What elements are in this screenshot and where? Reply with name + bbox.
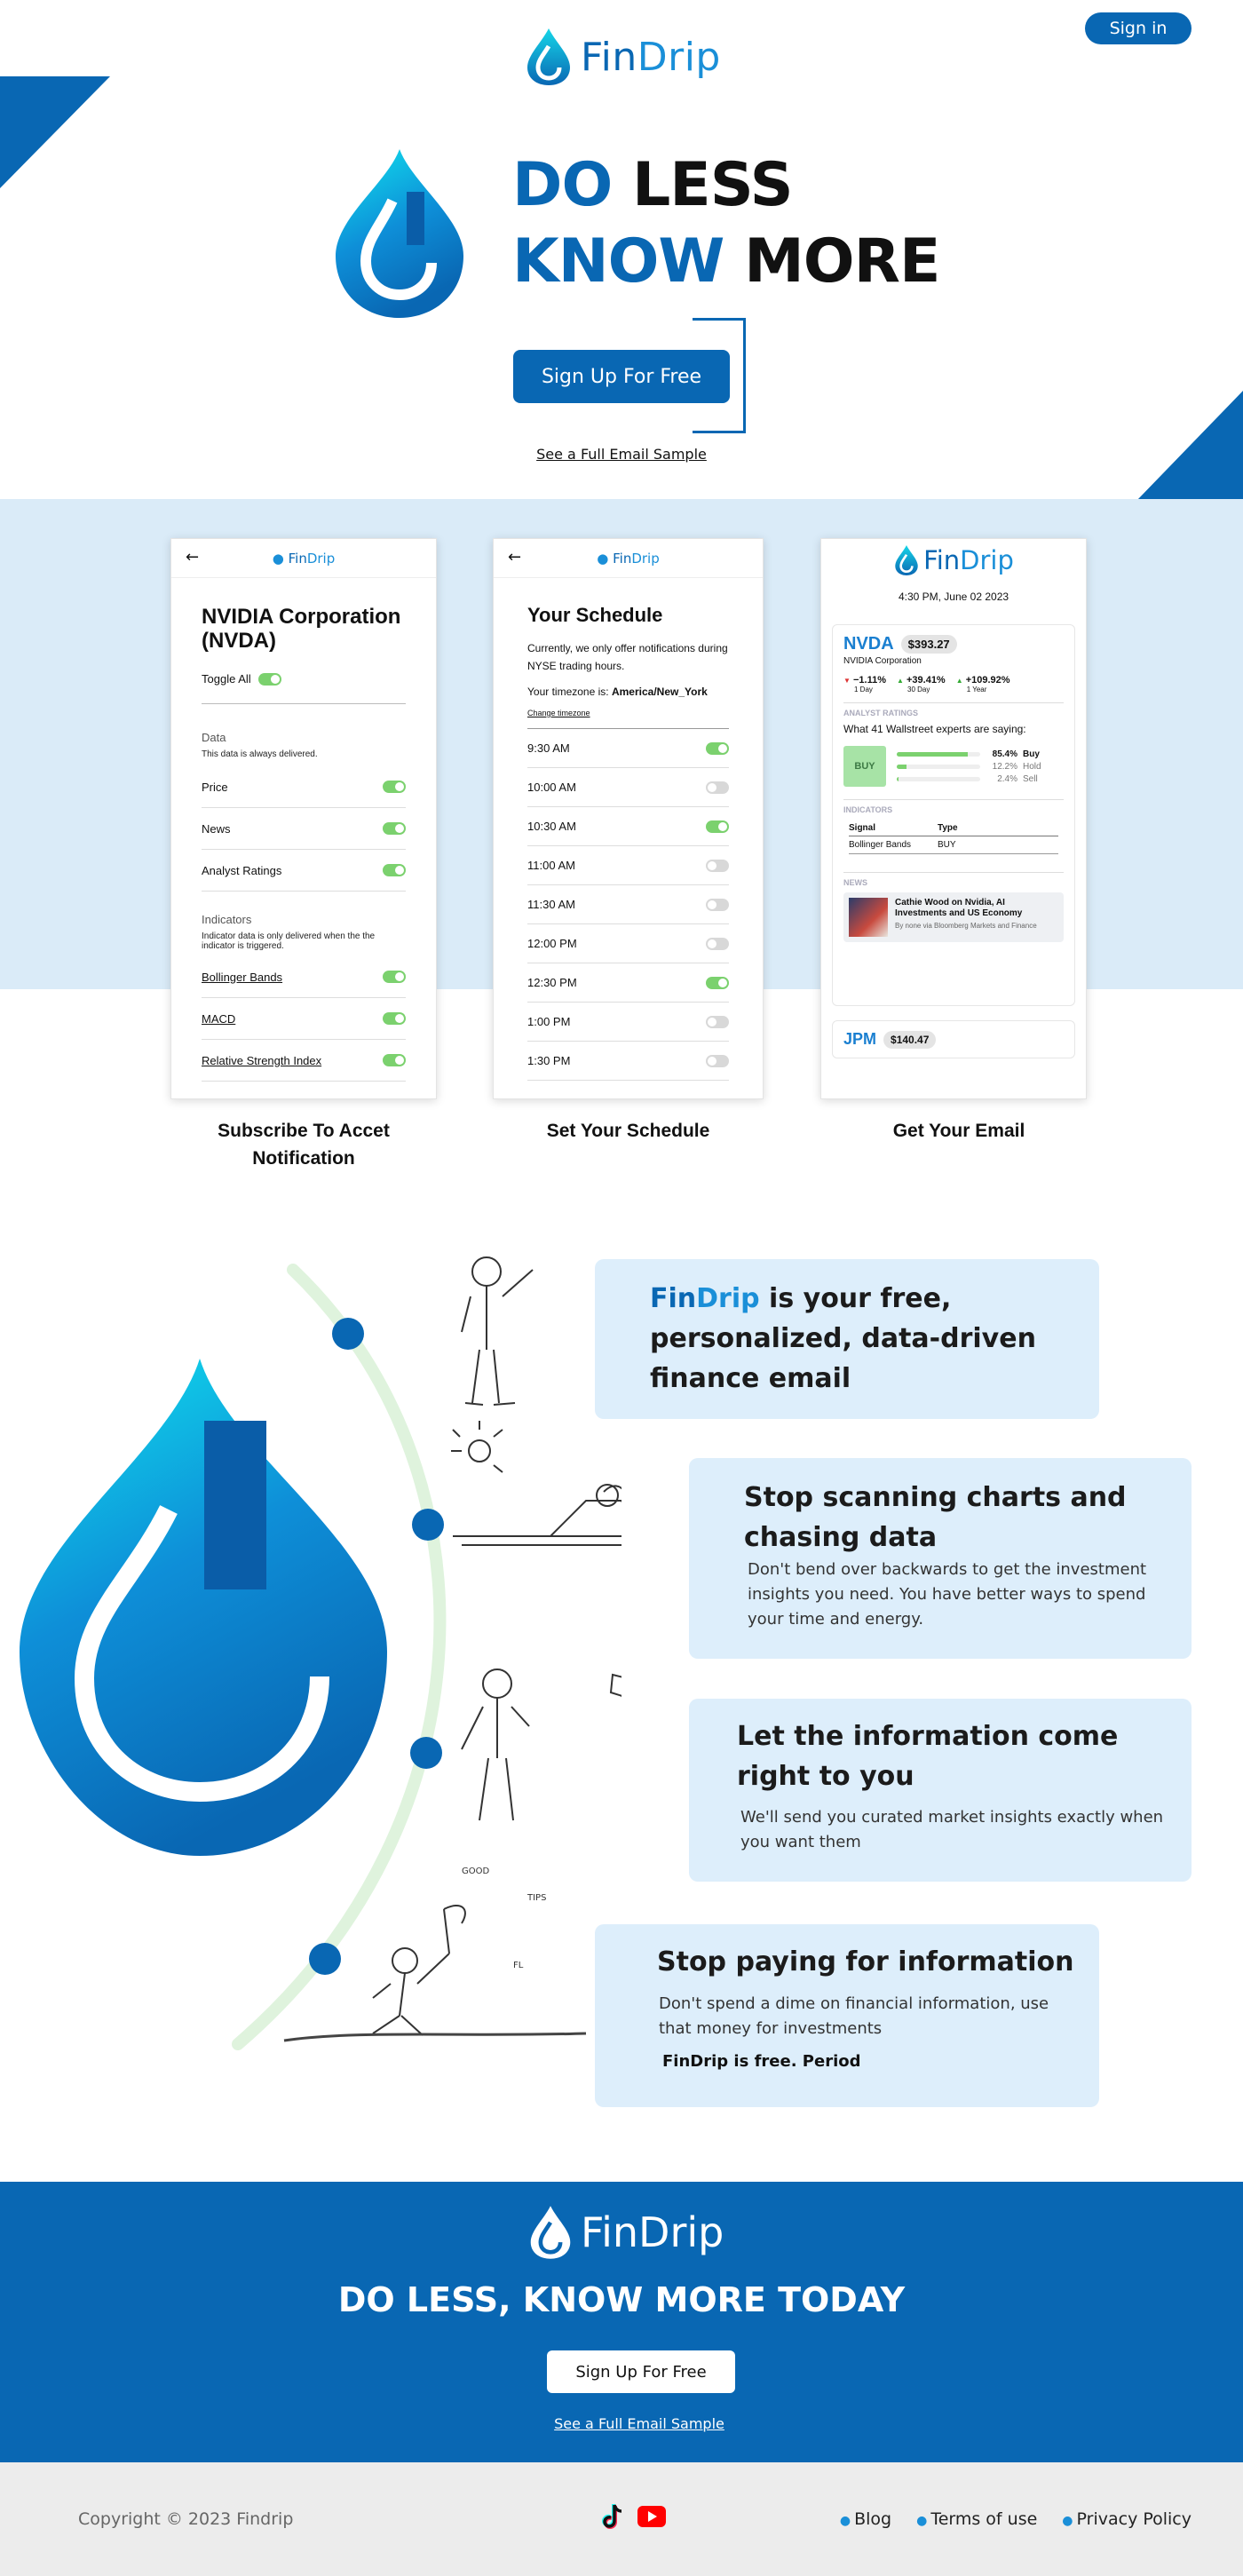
change-timezone-link[interactable]: Change timezone xyxy=(527,709,729,729)
caption-email xyxy=(826,1117,1092,1145)
row-label: 11:00 AM xyxy=(527,859,575,872)
row-label[interactable]: MACD xyxy=(202,1011,236,1026)
phone-header xyxy=(171,539,436,578)
news-source: By none via Bloomberg Markets and Finance xyxy=(895,922,1037,930)
data-heading: Data xyxy=(202,731,226,744)
price-badge: $393.27 xyxy=(901,635,957,654)
toggle-switch[interactable] xyxy=(706,742,729,755)
email-phone xyxy=(820,538,1087,1099)
toggle-switch[interactable] xyxy=(706,938,729,950)
cta-sample-link[interactable]: See a Full Email Sample xyxy=(554,2415,724,2432)
timeline-dot-4 xyxy=(309,1943,341,1975)
toggle-all-label: Toggle All xyxy=(202,672,251,686)
type-cell: BUY xyxy=(938,840,956,850)
price-badge: $140.47 xyxy=(883,1031,936,1049)
rating-bar xyxy=(897,765,980,769)
indicator-table xyxy=(849,823,1058,854)
row-label: 12:30 PM xyxy=(527,976,577,989)
analyst-heading: ANALYST RATINGS xyxy=(843,702,1064,717)
time-slot-row xyxy=(527,807,729,846)
svg-text:GOOD: GOOD xyxy=(462,1867,490,1876)
rating-row xyxy=(897,773,1064,785)
stock-title: NVIDIA Corporation (NVDA) xyxy=(202,605,401,653)
nvda-card xyxy=(832,624,1075,1006)
email-sample-link[interactable]: See a Full Email Sample xyxy=(536,446,707,463)
social-icons xyxy=(602,2503,666,2530)
jpm-card xyxy=(832,1020,1075,1058)
row-label: 12:00 PM xyxy=(527,937,577,950)
toggle-switch[interactable] xyxy=(383,1054,406,1066)
indicator-row xyxy=(202,1040,406,1082)
drop-logo-icon xyxy=(893,544,920,576)
price-change xyxy=(956,675,1010,694)
row-label: 10:00 AM xyxy=(527,781,576,794)
brand-fin: Fin xyxy=(613,550,632,567)
title-fin: Fin xyxy=(650,1283,697,1314)
brand-drip: Drip xyxy=(637,34,721,80)
youtube-icon[interactable] xyxy=(637,2506,666,2527)
timeline-dot-2 xyxy=(412,1509,444,1541)
company-name: NVIDIA Corporation xyxy=(843,656,922,666)
drop-bullet-icon: ● xyxy=(1062,2514,1073,2528)
down-arrow-icon: ▼ xyxy=(843,677,851,685)
change-period: 30 Day xyxy=(907,686,930,694)
hero-do: DO xyxy=(512,150,613,220)
toggle-switch[interactable] xyxy=(383,781,406,793)
data-note: This data is always delivered. xyxy=(202,749,318,759)
copyright: Copyright © 2023 Findrip xyxy=(78,2509,294,2529)
hero-drop-icon xyxy=(330,147,469,320)
back-arrow-icon[interactable]: ← xyxy=(508,548,522,567)
hero-headline xyxy=(512,147,939,300)
row-label: 9:30 AM xyxy=(527,741,570,755)
change-value: −1.11% xyxy=(852,675,886,686)
caption-subscribe xyxy=(170,1117,437,1172)
indicator-row xyxy=(202,956,406,998)
card-information-title: Let the information come right to you xyxy=(737,1721,1119,1792)
schedule-title: Your Schedule xyxy=(527,604,663,626)
header-logo[interactable] xyxy=(524,27,721,87)
card-paying-title: Stop paying for information xyxy=(657,1946,1074,1978)
sign-in-button[interactable]: Sign in xyxy=(1085,12,1192,44)
sign-up-button[interactable]: Sign Up For Free xyxy=(513,350,730,403)
brand-fin: Fin xyxy=(581,2208,639,2256)
schedule-phone xyxy=(493,538,764,1099)
toggle-switch[interactable] xyxy=(706,1055,729,1067)
price-change xyxy=(897,675,946,694)
rating-pct: 2.4% xyxy=(997,773,1017,784)
time-slot-row xyxy=(527,1003,729,1042)
feature-card-information xyxy=(689,1699,1192,1882)
mini-drop-icon: ● xyxy=(272,550,284,567)
indicators-heading: INDICATORS xyxy=(843,799,1064,814)
drop-logo-icon xyxy=(527,2204,574,2261)
svg-text:FL: FL xyxy=(513,1961,524,1970)
large-drop-icon xyxy=(20,1359,387,1856)
rating-label: Hold xyxy=(1023,761,1041,772)
hero-less: LESS xyxy=(631,150,793,220)
toggle-all-switch[interactable] xyxy=(258,673,281,686)
change-period: 1 Year xyxy=(966,686,987,694)
row-label: Price xyxy=(202,780,228,794)
time-slot-row xyxy=(527,924,729,963)
corner-triangle-bottom-right xyxy=(1136,391,1243,501)
card-information-body: We'll send you curated market insights exactly when you want them xyxy=(740,1808,1164,1851)
brand-drip: Drip xyxy=(638,2208,724,2256)
data-row xyxy=(202,850,406,892)
rating-label: Buy xyxy=(1023,749,1040,759)
brand-drip: Drip xyxy=(631,550,660,567)
drop-logo-icon xyxy=(524,27,574,87)
features-illustration xyxy=(0,1252,622,2069)
card-scanning-title: Stop scanning charts and chasing data xyxy=(744,1482,1127,1553)
row-label: 10:30 AM xyxy=(527,820,576,833)
cta-logo[interactable] xyxy=(527,2204,724,2261)
toggle-switch[interactable] xyxy=(383,971,406,983)
ticker: NVDA xyxy=(843,634,894,654)
row-label[interactable]: Bollinger Bands xyxy=(202,970,283,984)
time-slot-row xyxy=(527,963,729,1003)
toggle-switch[interactable] xyxy=(383,822,406,835)
cta-tagline: DO LESS, KNOW MORE TODAY xyxy=(337,2280,906,2319)
back-arrow-icon[interactable]: ← xyxy=(186,548,200,567)
rating-row xyxy=(897,748,1064,760)
toggle-switch[interactable] xyxy=(706,899,729,911)
feature-card-intro xyxy=(595,1259,1099,1419)
svg-text:TIPS: TIPS xyxy=(527,1893,547,1903)
brand-drip: Drip xyxy=(306,550,336,567)
row-label: 11:30 AM xyxy=(527,898,575,911)
change-value: +109.92% xyxy=(965,675,1010,686)
notifications-phone xyxy=(170,538,437,1099)
rating-bar xyxy=(897,777,980,781)
brand-drip: Drip xyxy=(960,545,1014,575)
data-row xyxy=(202,808,406,850)
link-label: Blog xyxy=(854,2509,892,2529)
corner-triangle-top-left xyxy=(0,76,110,188)
hero-know: KNOW xyxy=(512,226,724,297)
toggle-switch[interactable] xyxy=(706,1016,729,1028)
time-slot-row xyxy=(527,1042,729,1081)
footer-link-privacy[interactable] xyxy=(1062,2509,1192,2529)
time-slot-row xyxy=(527,846,729,885)
timezone-label: Your timezone is: xyxy=(527,686,609,698)
col-type: Type xyxy=(938,823,958,833)
up-arrow-icon: ▲ xyxy=(955,677,963,685)
news-thumbnail xyxy=(849,898,888,937)
card-paying-body: Don't spend a dime on financial information, use that money for investments xyxy=(659,1994,1049,2038)
card-scanning-body: Don't bend over backwards to get the investment insights you need. You have better ways to spend your time and energy. xyxy=(748,1560,1147,1629)
time-slot-row xyxy=(527,729,729,768)
title-drip: Drip xyxy=(696,1283,760,1314)
rating-pct: 12.2% xyxy=(992,761,1017,772)
rating-pct: 85.4% xyxy=(992,749,1017,759)
brand-fin: Fin xyxy=(923,545,961,575)
data-row xyxy=(202,766,406,808)
indicators-note: Indicator data is only delivered when the the indicator is triggered. xyxy=(202,931,376,951)
indicators-heading: Indicators xyxy=(202,913,252,926)
drop-bullet-icon: ● xyxy=(916,2514,928,2528)
price-change xyxy=(843,675,886,694)
hero-more: MORE xyxy=(744,226,940,297)
drop-bullet-icon: ● xyxy=(839,2514,851,2528)
toggle-switch[interactable] xyxy=(383,1012,406,1025)
news-item[interactable] xyxy=(843,892,1064,942)
schedule-note: Currently, we only offer notifications during NYSE trading hours. xyxy=(527,642,728,672)
card-paying-bold: FinDrip is free. Period xyxy=(662,2052,861,2071)
time-slot-row xyxy=(527,768,729,807)
title-rest: is your free, personalized, data-driven finance email xyxy=(650,1283,1036,1394)
phone-header xyxy=(494,539,763,578)
card-intro-title xyxy=(650,1279,1058,1399)
footer-links xyxy=(840,2509,1192,2529)
news-title: Cathie Wood on Nvidia, AI Investments and US Economy xyxy=(895,898,1023,918)
feature-card-paying xyxy=(595,1924,1099,2107)
email-timestamp: 4:30 PM, June 02 2023 xyxy=(898,590,1009,603)
toggle-switch[interactable] xyxy=(706,781,729,794)
footer-link-terms[interactable] xyxy=(916,2509,1037,2529)
ticker: JPM xyxy=(843,1030,877,1048)
mini-drop-icon: ● xyxy=(597,550,609,567)
up-arrow-icon: ▲ xyxy=(897,677,904,685)
caption-schedule xyxy=(493,1117,764,1145)
caption-text: Get Your Email xyxy=(892,1121,1025,1141)
time-slot-row xyxy=(527,885,729,924)
news-heading: NEWS xyxy=(843,872,1064,887)
rating-bar xyxy=(897,752,980,757)
toggle-switch[interactable] xyxy=(706,860,729,872)
toggle-switch[interactable] xyxy=(706,820,729,833)
feature-card-scanning xyxy=(689,1458,1192,1659)
cta-sign-up-button[interactable]: Sign Up For Free xyxy=(547,2350,735,2393)
row-label: Analyst Ratings xyxy=(202,863,282,877)
brand-fin: Fin xyxy=(288,550,307,567)
row-label: News xyxy=(202,821,231,836)
tiktok-icon[interactable] xyxy=(602,2503,625,2530)
timeline-dot-3 xyxy=(410,1737,442,1769)
caption-text: Set Your Schedule xyxy=(546,1121,710,1141)
col-signal: Signal xyxy=(849,823,876,833)
email-brand xyxy=(821,544,1086,576)
signal-cell: Bollinger Bands xyxy=(849,840,912,850)
caption-text: Subscribe To Accet Notification xyxy=(218,1121,390,1169)
analyst-sentence: What 41 Wallstreet experts are saying: xyxy=(843,723,1026,735)
timezone-value: America/New_York xyxy=(611,686,708,698)
footer-link-blog[interactable] xyxy=(840,2509,891,2529)
rating-badge: BUY xyxy=(843,746,886,787)
rating-label: Sell xyxy=(1023,773,1038,784)
link-label: Terms of use xyxy=(930,2509,1038,2529)
timeline-dot-1 xyxy=(332,1318,364,1350)
indicator-row xyxy=(202,998,406,1040)
row-label: 1:00 PM xyxy=(527,1015,571,1028)
row-label: 1:30 PM xyxy=(527,1054,571,1067)
change-period: 1 Day xyxy=(854,686,873,694)
link-label: Privacy Policy xyxy=(1076,2509,1192,2529)
toggle-switch[interactable] xyxy=(383,864,406,876)
rating-row xyxy=(897,760,1064,773)
toggle-switch[interactable] xyxy=(706,977,729,989)
brand-fin: Fin xyxy=(581,34,637,80)
change-value: +39.41% xyxy=(906,675,946,686)
row-label[interactable]: Relative Strength Index xyxy=(202,1053,322,1067)
timezone-line xyxy=(527,686,729,698)
